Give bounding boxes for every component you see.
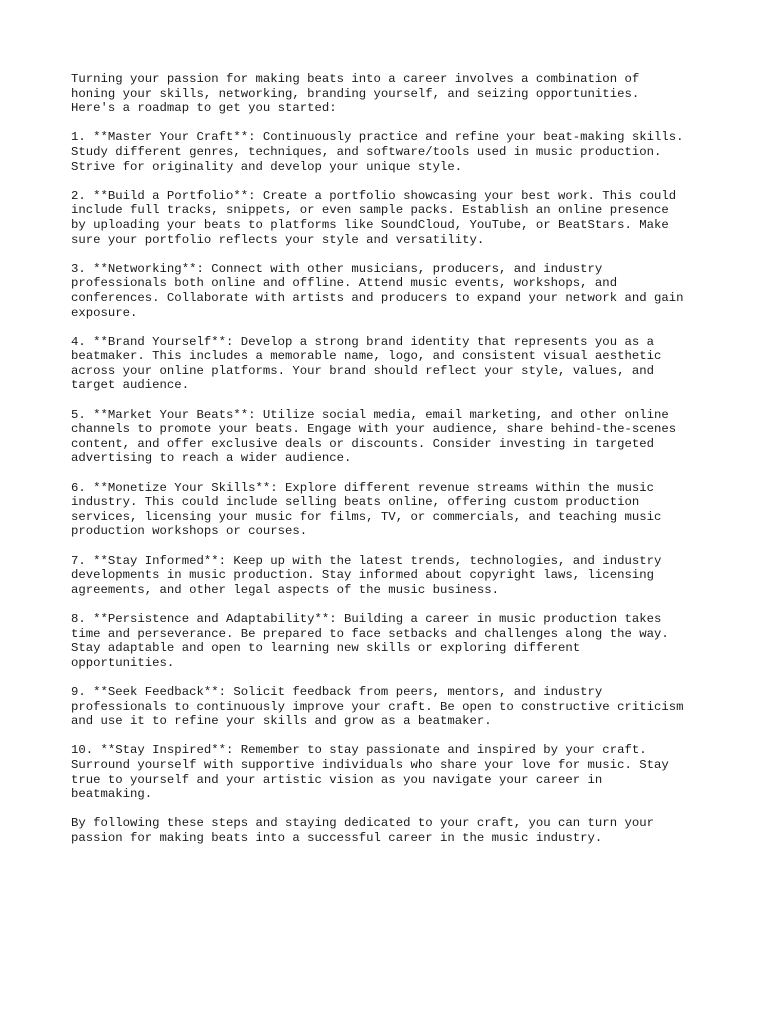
step-6-paragraph: 6. **Monetize Your Skills**: Explore different revenue streams within the music industry. This could include selling beats online, offering custom production services, licensing your music for films, TV, or commercials, and teaching music production workshops or courses. <box>71 480 662 539</box>
step-8-paragraph: 8. **Persistence and Adaptability**: Building a career in music production takes time and perseverance. Be prepared to face setbacks and challenges along the way. Stay adaptable and open to learning new skills or exploring different opportunities. <box>71 611 669 670</box>
step-7-paragraph: 7. **Stay Informed**: Keep up with the latest trends, technologies, and industry developments in music production. Stay informed about copyright laws, licensing agreements, and other legal aspects of the music business. <box>71 553 662 597</box>
step-2-paragraph: 2. **Build a Portfolio**: Create a portfolio showcasing your best work. This could include full tracks, snippets, or even sample packs. Establish an online presence by uploading your beats to platforms like SoundCloud, YouTube, or BeatStars. Make sure your portfolio reflects your style and versatility. <box>71 188 677 247</box>
step-1-paragraph: 1. **Master Your Craft**: Continuously practice and refine your beat-making skills. Study different genres, techniques, and software/tools used in music production. Strive for originality and develop your unique style. <box>71 130 684 174</box>
intro-paragraph: Turning your passion for making beats into a career involves a combination of honing your skills, networking, branding yourself, and seizing opportunities. Here's a roadmap to get you started: <box>71 72 640 116</box>
step-10-paragraph: 10. **Stay Inspired**: Remember to stay passionate and inspired by your craft. Surround yourself with supportive individuals who share your love for music. Stay true to yourself and your artistic vision as you navigate your career in beatmaking. <box>71 743 669 802</box>
step-3-paragraph: 3. **Networking**: Connect with other musicians, producers, and industry professionals both online and offline. Attend music events, workshops, and conferences. Collaborate with artists and producers to expand your network and gain exposure. <box>71 261 684 320</box>
conclusion-paragraph: By following these steps and staying dedicated to your craft, you can turn your passion for making beats into a successful career in the music industry. <box>71 816 654 845</box>
step-4-paragraph: 4. **Brand Yourself**: Develop a strong brand identity that represents you as a beatmaker. This includes a memorable name, logo, and consistent visual aesthetic across your online platforms. Your brand should reflect your style, values, and target audience. <box>71 334 662 393</box>
document-page <box>71 72 711 860</box>
step-5-paragraph: 5. **Market Your Beats**: Utilize social media, email marketing, and other online channels to promote your beats. Engage with your audience, share behind-the-scenes content, and offer exclusive deals or discounts. Consider investing in targeted advertising to reach a wider audience. <box>71 407 677 466</box>
step-9-paragraph: 9. **Seek Feedback**: Solicit feedback from peers, mentors, and industry professionals to continuously improve your craft. Be open to constructive criticism and use it to refine your skills and grow as a beatmaker. <box>71 684 684 729</box>
